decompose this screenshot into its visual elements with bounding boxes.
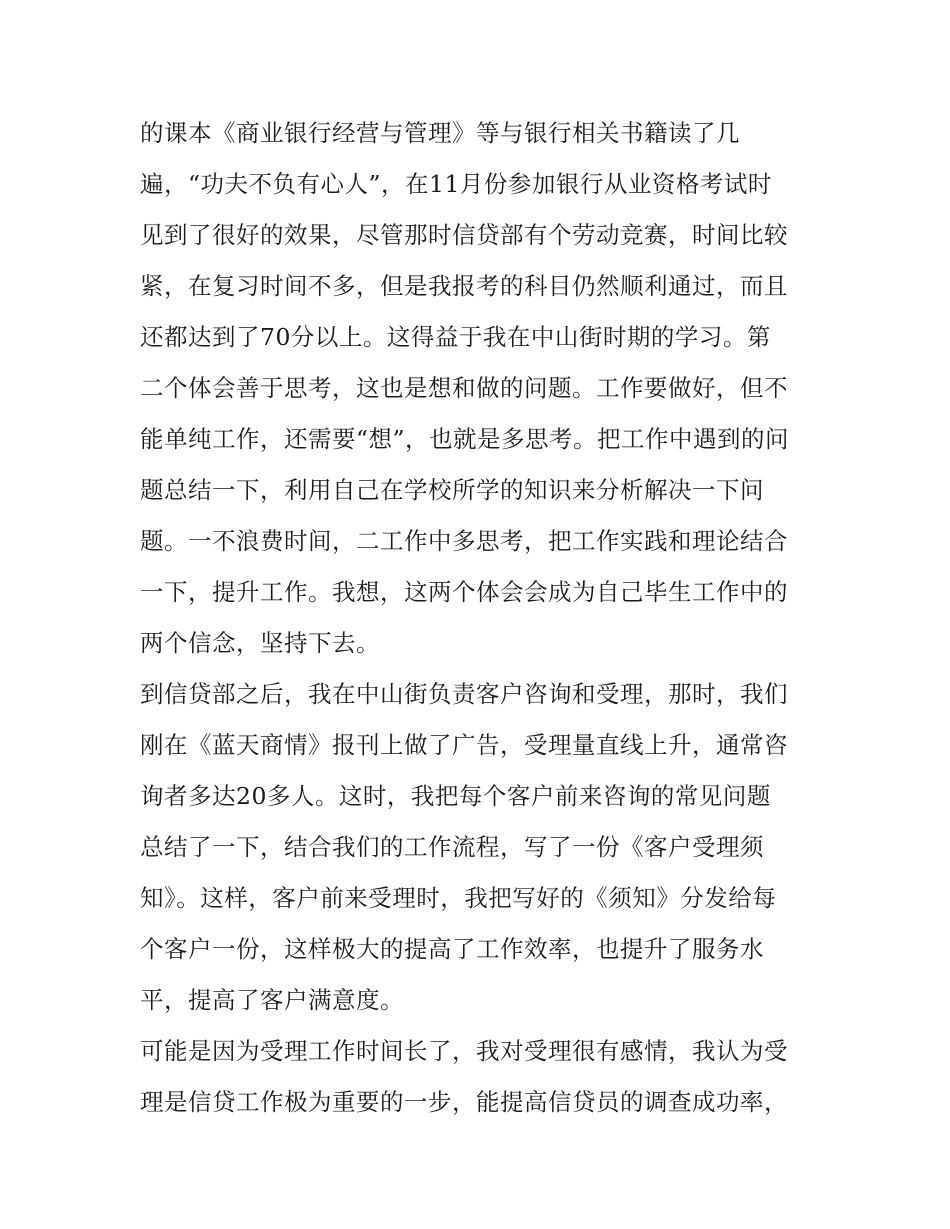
text-line: 见到了很好的效果，尽管那时信贷部有个劳动竞赛，时间比较 xyxy=(140,221,788,249)
text-line: 询者多达20多人。这时，我把每个客户前来咨询的常见问题 xyxy=(140,782,771,810)
text-line: 两个信念，坚持下去。 xyxy=(140,629,380,657)
text-line: 能单纯工作，还需要“想”，也就是多思考。把工作中遇到的问 xyxy=(140,425,790,453)
text-line: 到信贷部之后，我在中山街负责客户咨询和受理，那时，我们 xyxy=(140,680,788,708)
text-line: 理是信贷工作极为重要的一步，能提高信贷员的调查成功率， xyxy=(140,1088,788,1116)
text-line: 紧，在复习时间不多，但是我报考的科目仍然顺利通过，而且 xyxy=(140,272,788,300)
text-line: 题。一不浪费时间，二工作中多思考，把工作实践和理论结合 xyxy=(140,527,788,555)
text-line: 的课本《商业银行经营与管理》等与银行相关书籍读了几 xyxy=(140,119,740,147)
text-line: 个客户一份，这样极大的提高了工作效率，也提升了服务水 xyxy=(140,935,764,963)
text-line: 遍，“功夫不负有心人”，在11月份参加银行从业资格考试时 xyxy=(140,170,772,198)
text-line: 知》。这样，客户前来受理时，我把写好的《须知》分发给每 xyxy=(140,884,777,912)
text-line: 一下，提升工作。我想，这两个体会会成为自己毕生工作中的 xyxy=(140,578,788,606)
text-line: 平，提高了客户满意度。 xyxy=(140,986,404,1014)
document-body xyxy=(140,108,820,1128)
text-line: 可能是因为受理工作时间长了，我对受理很有感情，我认为受 xyxy=(140,1037,788,1065)
text-line: 题总结一下，利用自己在学校所学的知识来分析解决一下问 xyxy=(140,476,764,504)
text-line: 二个体会善于思考，这也是想和做的问题。工作要做好，但不 xyxy=(140,374,788,402)
text-line: 还都达到了70分以上。这得益于我在中山街时期的学习。第 xyxy=(140,323,771,351)
text-line: 总结了一下，结合我们的工作流程，写了一份《客户受理须 xyxy=(140,833,764,861)
text-line: 刚在《蓝天商情》报刊上做了广告，受理量直线上升，通常咨 xyxy=(140,731,788,759)
